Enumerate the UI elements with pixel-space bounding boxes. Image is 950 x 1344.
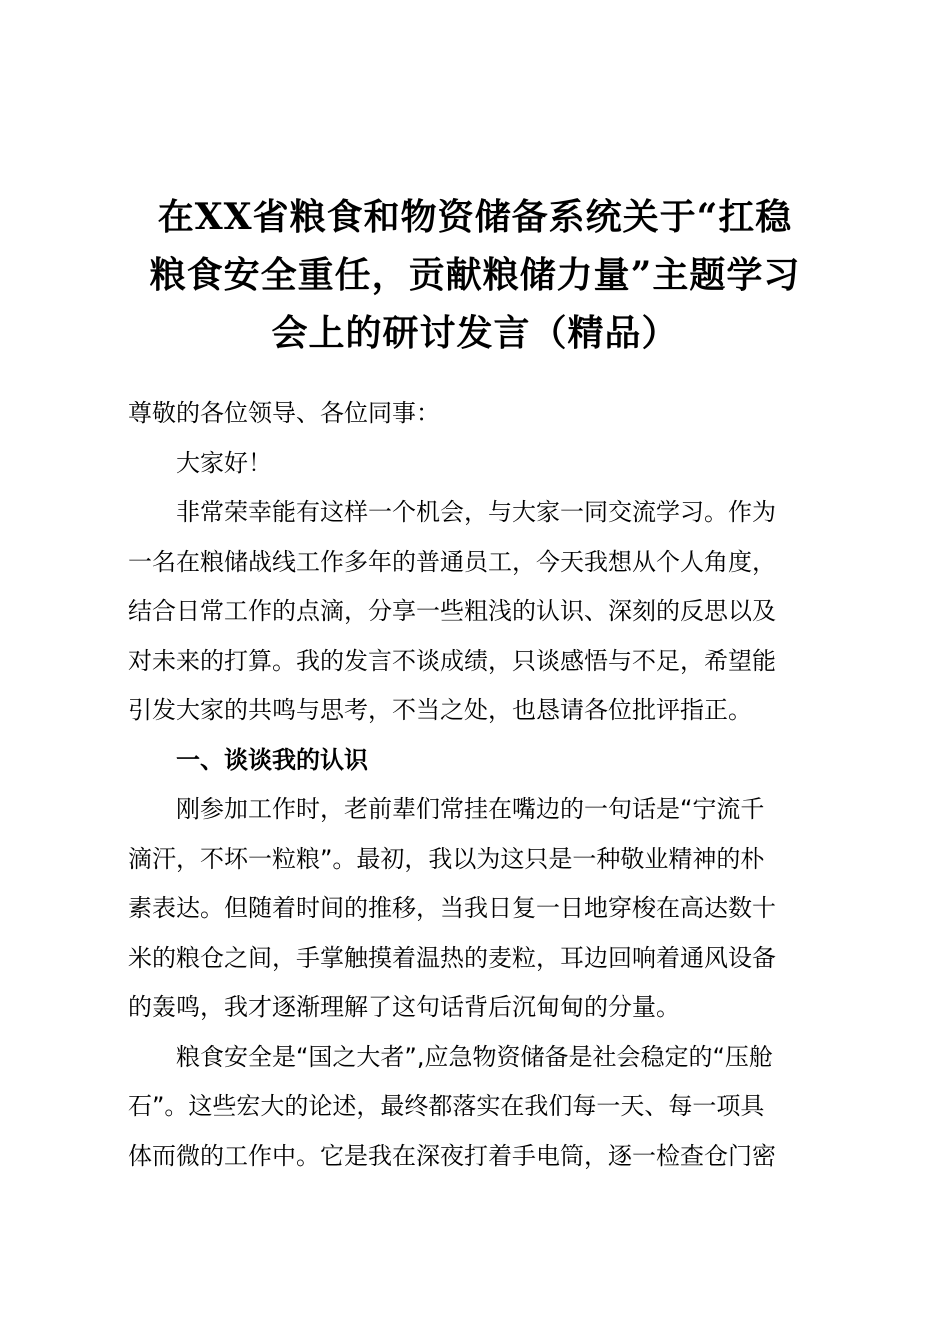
document-body xyxy=(128,389,824,1181)
paragraph-1-line: 非常荣幸能有这样一个机会，与大家一同交流学习。作为 xyxy=(176,498,776,526)
paragraph-2-line: 米的粮仓之间，手掌触摸着温热的麦粒，耳边回响着通风设备 xyxy=(128,943,776,972)
title-line-2: 粮食安全重任，贡献粮储力量”主题学习 xyxy=(149,254,801,296)
paragraph-3-line: 体而微的工作中。它是我在深夜打着手电筒，逐一检查仓门密 xyxy=(128,1141,776,1170)
paragraph-1-line: 引发大家的共鸣与思考，不当之处，也恳请各位批评指正。 xyxy=(128,696,752,724)
title-line-3: 会上的研讨发言（精品） xyxy=(271,312,679,354)
paragraph-3-line: 石”。这些宏大的论述，最终都落实在我们每一天、每一项具 xyxy=(128,1092,765,1120)
paragraph-2-line: 素表达。但随着时间的推移，当我日复一日地穿梭在高达数十 xyxy=(128,894,776,922)
greeting: 大家好！ xyxy=(176,448,272,477)
paragraph-2-line: 的轰鸣，我才逐渐理解了这句话背后沉甸甸的分量。 xyxy=(128,993,680,1021)
title-line-1: 在XX省粮食和物资储备系统关于“扛稳 xyxy=(157,196,793,238)
paragraph-1-line: 一名在粮储战线工作多年的普通员工，今天我想从个人角度， xyxy=(128,547,776,576)
paragraph-2 xyxy=(128,785,824,1033)
paragraph-1-line: 结合日常工作的点滴，分享一些粗浅的认识、深刻的反思以及 xyxy=(128,597,776,625)
paragraph-2-line: 刚参加工作时，老前辈们常挂在嘴边的一句话是“宁流千 xyxy=(176,795,765,823)
salutation: 尊敬的各位领导、各位同事： xyxy=(128,399,440,427)
paragraph-3 xyxy=(128,1033,824,1182)
paragraph-1-line: 对未来的打算。我的发言不谈成绩，只谈感悟与不足，希望能 xyxy=(128,646,776,675)
paragraph-2-line: 滴汗，不坏一粒粮”。最初，我以为这只是一种敬业精神的朴 xyxy=(128,844,765,873)
paragraph-1 xyxy=(128,488,824,736)
paragraph-3-line: 粮食安全是“国之大者”,应急物资储备是社会稳定的“压舱 xyxy=(176,1042,773,1071)
section-heading: 一、谈谈我的认识 xyxy=(176,745,368,774)
document-title xyxy=(110,188,840,362)
